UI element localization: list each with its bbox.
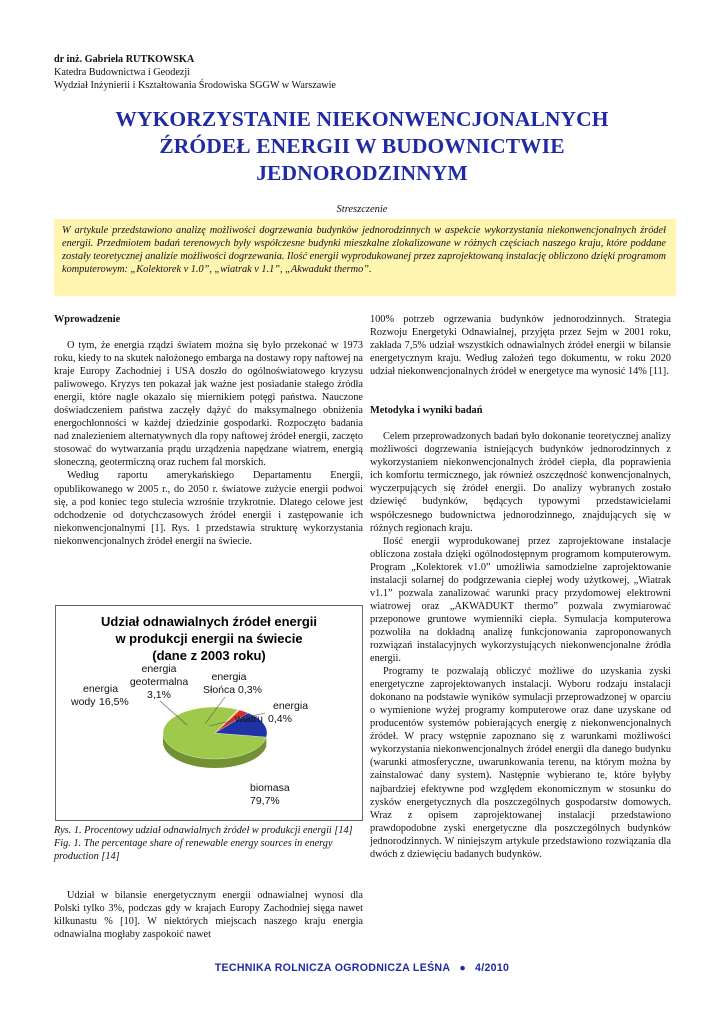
label-wind-value: 0,4%	[268, 713, 292, 725]
title-line-1: WYKORZYSTANIE NIEKONWENCJONALNYCH	[115, 107, 609, 131]
paper-title	[40, 106, 684, 187]
method-paragraph-2: Ilość energii wyprodukowanej przez zaprojektowane instalacje obliczona została dzięki ogólnodostępnym programom komputerowym. Program „Kolektorek v1.0” umożliwia samodzielne zaprojektowanie instalacji solarnej do podgrzewania ciepłej wody użytkowej, „Wiatrak v1.1” pozwala zanalizować warunki pracy przydomowej elektrowni wiatrowej oraz „AKWADUKT thermo” pozwala zwymiarować przeponowe gruntowe wymienniki ciepła. Symulacja komputerowa pozwoliła na dokładną analizę funkcjonowania zaproponowanych rozwiązań instalacyjnych wykorzystujących niekonwencjonalne źródła energii.	[370, 535, 671, 665]
label-geothermal-name: energia	[141, 663, 177, 675]
intro-paragraph-2: Według raportu amerykańskiego Departamentu Energii, opublikowanego w 2005 r., do 2050 r. światowe zużycie energii podwoi się, a pod koniec tego stulecia wzrośnie trzykrotnie. Dlatego celowe jest odchodzenie od dotychczasowych źródeł energii i zastępowanie ich niekonwencjonalnymi [1]. Rys. 1 przedstawia strukturę wykorzystania niekonwencjonalnych źródeł energii na świecie.	[54, 470, 363, 547]
label-hydro-value: 16,5%	[99, 696, 129, 708]
label-geothermal-value: 3,1%	[147, 689, 171, 701]
label-biomass-value: 79,7%	[250, 795, 280, 807]
title-line-2: ŹRÓDEŁ ENERGII W BUDOWNICTWIE	[159, 134, 565, 158]
footer-separator-icon: ●	[459, 962, 467, 974]
left-column-bottom	[54, 889, 363, 941]
journal-footer	[0, 962, 724, 974]
figure-caption	[54, 825, 364, 863]
journal-issue: 4/2010	[475, 962, 510, 974]
chart-title-line-3: (dane z 2003 roku)	[152, 648, 266, 663]
method-paragraph-3: Programy te pozwalają obliczyć możliwe do uzyskania zyski energetyczne zaprojektowanych instalacji. Wyboru rodzaju instalacji dokonano na podstawie wyników symulacji przeprowadzonej w oparciu o wymienione wyżej programy komputerowe oraz dane uzyskane od producentów systemów pobierających energię z niekonwencjonalnych źródeł. W pracy wstępnie zapoznano się z warunkami możliwości wykorzystania niekonwencjonalnych źródeł energii dla danego budynku (warunki atmosferyczne, uwarunkowania terenu, na którym można by zainstalować dany system). Następnie wybierano te, które byłyby najbardziej efektywne pod względem ekonomicznym w stosunku do zysków energetycznych dla poszczególnych gospodarstw domowych. Wraz z opisem zaprojektowanej instalacji przedstawiono prawdopodobne zyski energetyczne dla poszczególnych budynków jednorodzinnych. W niniejszym artykule przedstawiono rozwiązania dla dwóch z dziewięciu badanych budynków.	[370, 666, 671, 860]
label-solar-value: 0,3%	[238, 684, 262, 696]
method-paragraph-1: Celem przeprowadzonych badań było dokonanie teoretycznej analizy możliwości dogrzewania istniejących budynków jednorodzinnych z wykorzystaniem niekonwencjonalnych źródeł ciepła, dla poprawienia ich komfortu termicznego, jak również oszczędność konwencjonalnych, wyczerpujących się źródeł energii. Do analizy wybranych zostało dziewięć budynków, będących typowymi przedstawicielami współczesnego budownictwa jednorodzinnego, znajdujących się w różnych regionach kraju.	[370, 431, 671, 534]
right-paragraph-continued: 100% potrzeb ogrzewania budynków jednorodzinnych. Strategia Rozwoju Energetyki Odnawialnej, przyjęta przez Sejm w 2001 roku, zakłada 7,5% udział wszystkich odnawialnych źródeł energii w bilansie energetycznym kraju. Według założeń tego dokumentu, w roku 2020 udział niekonwencjonalnych źródeł w energetyce ma wynosić 14% [11].	[370, 314, 671, 378]
left-column-top	[54, 313, 363, 548]
figure-pie-chart	[55, 605, 363, 821]
label-wind-name-2: wiatru	[235, 713, 264, 725]
caption-polish: Rys. 1. Procentowy udział odnawialnych źródeł w produkcji energii [14]	[54, 825, 353, 836]
label-biomass-name: biomasa	[250, 782, 290, 794]
intro-paragraph-1: O tym, że energia rządzi światem można się było przekonać w 1973 roku, kiedy to na skutek nałożonego embarga na dostawy ropy naftowej na kraje Europy Zachodniej i USA doszło do ogólnoświatowego kryzysu paliwowego. Kryzys ten pokazał jak ważne jest posiadanie stałego źródła energii, które nagle okazało się miernikiem potęgi państwa. Nauczone doświadczeniem państwa zaczęły dążyć do maksymalnego obniżenia energochłonności w każdej dziedzinie gospodarki. Rozpoczęto badania nad znalezieniem alternatywnych dla ropy naftowej źródeł energii, zaczęto stosować do wytwarzania prądu urządzenia napędzane wiatrem, energią słoneczną, geotermiczną oraz ruchem fal morskich.	[54, 340, 363, 469]
author-block	[54, 53, 336, 92]
chart-title-line-1: Udział odnawialnych źródeł energii	[101, 614, 317, 629]
journal-name: TECHNIKA ROLNICZA OGRODNICZA LEŚNA	[214, 962, 451, 974]
affiliation-faculty: Wydział Inżynierii i Kształtowania Środowiska SGGW w Warszawie	[54, 80, 336, 91]
label-solar-name: energia	[211, 671, 247, 683]
caption-english: Fig. 1. The percentage share of renewable energy sources in energy production [14]	[54, 837, 333, 862]
section-heading-introduction: Wprowadzenie	[54, 314, 121, 325]
title-line-3: JEDNORODZINNYM	[256, 161, 468, 185]
right-column	[370, 313, 671, 861]
section-heading-methodology: Metodyka i wyniki badań	[370, 405, 483, 417]
label-solar-name-2: Słońca	[203, 684, 236, 696]
chart-title-line-2: w produkcji energii na świecie	[115, 631, 303, 646]
label-hydro-name-2: wody	[71, 696, 96, 708]
label-wind-name: energia	[273, 700, 309, 712]
author-name: dr inż. Gabriela RUTKOWSKA	[54, 54, 195, 65]
abstract-label: Streszczenie	[336, 204, 388, 215]
pie-chart-svg	[55, 605, 363, 821]
affiliation-department: Katedra Budownictwa i Geodezji	[54, 67, 191, 78]
label-hydro-name: energia	[83, 683, 119, 695]
abstract-text: W artykule przedstawiono analizę możliwości dogrzewania budynków jednorodzinnych w aspekcie wykorzystania niekonwencjonalnych źródeł energii. Przedmiotem badań terenowych były współczesne budynki mieszkalne zlokalizowane w różnych częściach naszego kraju, które poddane zostały teoretycznej analizie możliwości dogrzewania. Ilość energii wyprodukowanej przez zaprojektowaną instalację obliczono dzięki programom komputerowym: „Kolektorek v 1.0”, „wiatrak v 1.1”, „Akwadukt thermo”.	[62, 225, 666, 276]
abstract-box	[54, 219, 676, 296]
intro-paragraph-3: Udział w bilansie energetycznym energii odnawialnej wynosi dla Polski tylko 3%, podczas gdy w krajach Europy Zachodniej sięga nawet kilkunastu % [10]. W niektórych miejscach naszego kraju energia odnawialna mogłaby zaspokoić nawet	[54, 890, 363, 941]
label-geothermal-name-2: geotermalna	[129, 676, 189, 688]
